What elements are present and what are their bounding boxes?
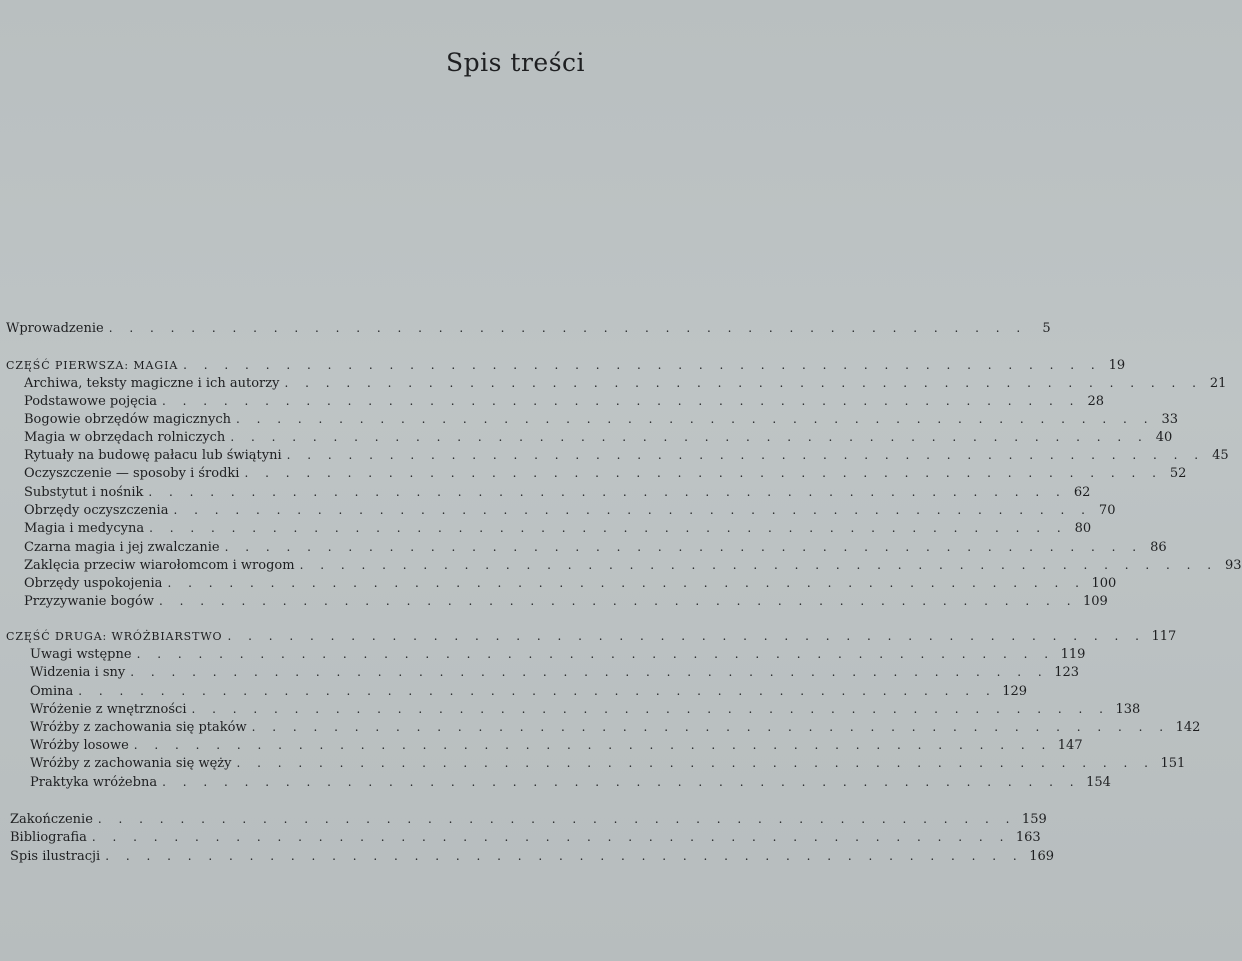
- toc-entry-page: 45: [1212, 448, 1229, 463]
- leader-dots: . . . . . . . . . . . . . . . . . . . . . . . . . . . . . . . . . . . . . . . . . . . . .: [230, 430, 1149, 444]
- leader-dots: . . . . . . . . . . . . . . . . . . . . . . . . . . . . . . . . . . . . . . . . . . . . .: [236, 756, 1155, 770]
- toc-entry-label: Praktyka wróżebna: [30, 775, 158, 790]
- toc-entry-label: Uwagi wstępne: [30, 647, 132, 662]
- toc-entry-page: 86: [1150, 540, 1167, 555]
- toc-entry: [30, 719, 1201, 737]
- toc-entry: [24, 429, 1173, 447]
- toc-entry: [30, 774, 1111, 792]
- toc-entry-page: 70: [1098, 503, 1116, 518]
- toc-entry-page: 151: [1160, 756, 1186, 771]
- leader-dots: . . . . . . . . . . . . . . . . . . . . . . . . . . . . . . . . . . . . . . . . . . . . .: [162, 775, 1081, 789]
- toc-entry-label: Omina: [30, 684, 74, 699]
- leader-dots: . . . . . . . . . . . . . . . . . . . . . . . . . . . . . . . . . . . . . . . . . . . . .: [173, 503, 1092, 517]
- toc-entry-label: Podstawowe pojęcia: [24, 394, 157, 409]
- leader-dots: . . . . . . . . . . . . . . . . . . . . . . . . . . . . . . . . . . . . . . . . . . . . .: [244, 466, 1163, 480]
- leader-dots: . . . . . . . . . . . . . . . . . . . . . . . . . . . . . . . . . . . . . . . . . . . . .: [286, 448, 1205, 462]
- page-title: Spis treści: [446, 48, 586, 77]
- toc-entry-page: 154: [1086, 775, 1111, 790]
- toc-entry-label: Bogowie obrzędów magicznych: [24, 412, 232, 427]
- toc-entry-label: Magia w obrzędach rolniczych: [24, 430, 226, 445]
- toc-entry: [30, 701, 1141, 719]
- toc-entry-illustrations: [10, 848, 1055, 866]
- toc-section-part-one: [6, 357, 1126, 375]
- toc-entry-label: Wprowadzenie: [6, 321, 104, 336]
- toc-entry: [30, 755, 1186, 773]
- toc-entry: [24, 539, 1167, 557]
- toc-entry: [24, 557, 1242, 575]
- toc-entry: [24, 593, 1108, 611]
- toc-entry: [24, 411, 1179, 429]
- toc-entry-label: Bibliografia: [10, 830, 87, 845]
- section-page: 117: [1151, 629, 1177, 644]
- toc-entry-page: 169: [1029, 849, 1055, 864]
- leader-dots: . . . . . . . . . . . . . . . . . . . . . . . . . . . . . . . . . . . . . . . . . . . . .: [227, 629, 1146, 643]
- toc-entry-label: Obrzędy oczyszczenia: [24, 503, 169, 518]
- toc-entry-introduction: [6, 320, 1051, 338]
- leader-dots: . . . . . . . . . . . . . . . . . . . . . . . . . . . . . . . . . . . . . . . . . . . . .: [284, 376, 1203, 390]
- toc-entry: [24, 465, 1187, 483]
- leader-dots: . . . . . . . . . . . . . . . . . . . . . . . . . . . . . . . . . . . . . . . . . . . . .: [161, 394, 1080, 408]
- toc-entry-page: 147: [1057, 738, 1083, 753]
- toc-entry-label: Magia i medycyna: [24, 521, 145, 536]
- leader-dots: . . . . . . . . . . . . . . . . . . . . . . . . . . . . . . . . . . . . . . . . . . . . .: [167, 576, 1086, 590]
- leader-dots: . . . . . . . . . . . . . . . . . . . . . . . . . . . . . . . . . . . . . . . . . . . . .: [149, 521, 1068, 535]
- toc-entry-label: Wróżby losowe: [30, 738, 129, 753]
- toc-entry: [24, 520, 1092, 538]
- section-page: 19: [1108, 358, 1126, 373]
- leader-dots: . . . . . . . . . . . . . . . . . . . . . . . . . . . . . . . . . . . . . . . . . . . . .: [108, 321, 1027, 335]
- toc-entry: [24, 375, 1227, 393]
- toc-entry-page: 33: [1161, 412, 1179, 427]
- toc-entry-label: Oczyszczenie — sposoby i środki: [24, 466, 240, 481]
- toc-entry: [30, 646, 1086, 664]
- leader-dots: . . . . . . . . . . . . . . . . . . . . . . . . . . . . . . . . . . . . . . . . . . . . .: [159, 594, 1078, 608]
- toc-entry-label: Substytut i nośnik: [24, 485, 144, 500]
- toc-entry-label: Widzenia i sny: [30, 665, 126, 680]
- toc-entry-label: Zaklęcia przeciw wiarołomcom i wrogom: [24, 558, 295, 573]
- leader-dots: . . . . . . . . . . . . . . . . . . . . . . . . . . . . . . . . . . . . . . . . . . . . .: [236, 412, 1155, 426]
- toc-entry: [30, 683, 1028, 701]
- toc-entry: [24, 393, 1104, 411]
- toc-entry-bibliography: [10, 829, 1041, 847]
- toc-entry-page: 21: [1209, 376, 1227, 391]
- toc-entry-page: 28: [1087, 394, 1104, 409]
- toc-entry-page: 138: [1115, 702, 1141, 717]
- leader-dots: . . . . . . . . . . . . . . . . . . . . . . . . . . . . . . . . . . . . . . . . . . . . .: [78, 684, 997, 698]
- leader-dots: . . . . . . . . . . . . . . . . . . . . . . . . . . . . . . . . . . . . . . . . . . . . .: [105, 849, 1024, 863]
- toc-entry-label: Wróżby z zachowania się ptaków: [30, 720, 247, 735]
- toc-entry: [24, 575, 1117, 593]
- leader-dots: . . . . . . . . . . . . . . . . . . . . . . . . . . . . . . . . . . . . . . . . . . . . .: [191, 702, 1110, 716]
- toc-entry-label: Wróżenie z wnętrzności: [30, 702, 187, 717]
- toc-entry-label: Rytuały na budowę pałacu lub świątyni: [24, 448, 282, 463]
- toc-entry-page: 100: [1091, 576, 1117, 591]
- toc-entry-label: Przyzywanie bogów: [24, 594, 155, 609]
- toc-entry-label: Czarna magia i jej zwalczanie: [24, 540, 220, 555]
- leader-dots: . . . . . . . . . . . . . . . . . . . . . . . . . . . . . . . . . . . . . . . . . . . . .: [148, 485, 1067, 499]
- leader-dots: . . . . . . . . . . . . . . . . . . . . . . . . . . . . . . . . . . . . . . . . . . . . .: [251, 720, 1170, 734]
- toc-section-part-two: [6, 628, 1177, 646]
- toc-entry-page: 163: [1015, 830, 1041, 845]
- toc-entry-page: 109: [1083, 594, 1108, 609]
- toc-entry-page: 119: [1060, 647, 1086, 662]
- toc-entry: [24, 484, 1091, 502]
- toc-entry-page: 93: [1225, 558, 1242, 573]
- toc-entry-label: Spis ilustracji: [10, 849, 101, 864]
- toc-entry-page: 142: [1175, 720, 1201, 735]
- toc-entry-label: Obrzędy uspokojenia: [24, 576, 163, 591]
- section-label: CZĘŚĆ DRUGA: WRÓŻBIARSTWO: [6, 630, 223, 643]
- leader-dots: . . . . . . . . . . . . . . . . . . . . . . . . . . . . . . . . . . . . . . . . . . . . .: [91, 830, 1010, 844]
- toc-entry-page: 40: [1155, 430, 1173, 445]
- toc-entry-page: 5: [1042, 321, 1051, 336]
- toc-entry-label: Archiwa, teksty magiczne i ich autorzy: [24, 376, 280, 391]
- leader-dots: . . . . . . . . . . . . . . . . . . . . . . . . . . . . . . . . . . . . . . . . . . . . .: [133, 738, 1052, 752]
- toc-entry-page: 123: [1054, 665, 1080, 680]
- toc-entry-page: 52: [1169, 466, 1187, 481]
- toc-entry: [30, 664, 1080, 682]
- section-label: CZĘŚĆ PIERWSZA: MAGIA: [6, 359, 179, 372]
- leader-dots: . . . . . . . . . . . . . . . . . . . . . . . . . . . . . . . . . . . . . . . . . . . . .: [130, 665, 1049, 679]
- toc-entry-page: 129: [1002, 684, 1028, 699]
- toc-entry-page: 159: [1021, 812, 1047, 827]
- toc-entry: [24, 502, 1116, 520]
- leader-dots: . . . . . . . . . . . . . . . . . . . . . . . . . . . . . . . . . . . . . . . . . . . . .: [97, 812, 1016, 826]
- leader-dots: . . . . . . . . . . . . . . . . . . . . . . . . . . . . . . . . . . . . . . . . . . . . .: [224, 540, 1143, 554]
- toc-entry: [24, 447, 1229, 465]
- toc-entry-page: 62: [1073, 485, 1091, 500]
- leader-dots: . . . . . . . . . . . . . . . . . . . . . . . . . . . . . . . . . . . . . . . . . . . . .: [183, 358, 1102, 372]
- toc-entry-label: Zakończenie: [10, 812, 93, 827]
- leader-dots: . . . . . . . . . . . . . . . . . . . . . . . . . . . . . . . . . . . . . . . . . . . . .: [136, 647, 1055, 661]
- toc-entry-conclusion: [10, 811, 1047, 829]
- toc-entry-label: Wróżby z zachowania się węży: [30, 756, 232, 771]
- toc-entry-page: 80: [1074, 521, 1092, 536]
- toc-entry: [30, 737, 1083, 755]
- leader-dots: . . . . . . . . . . . . . . . . . . . . . . . . . . . . . . . . . . . . . . . . . . . . .: [299, 558, 1218, 572]
